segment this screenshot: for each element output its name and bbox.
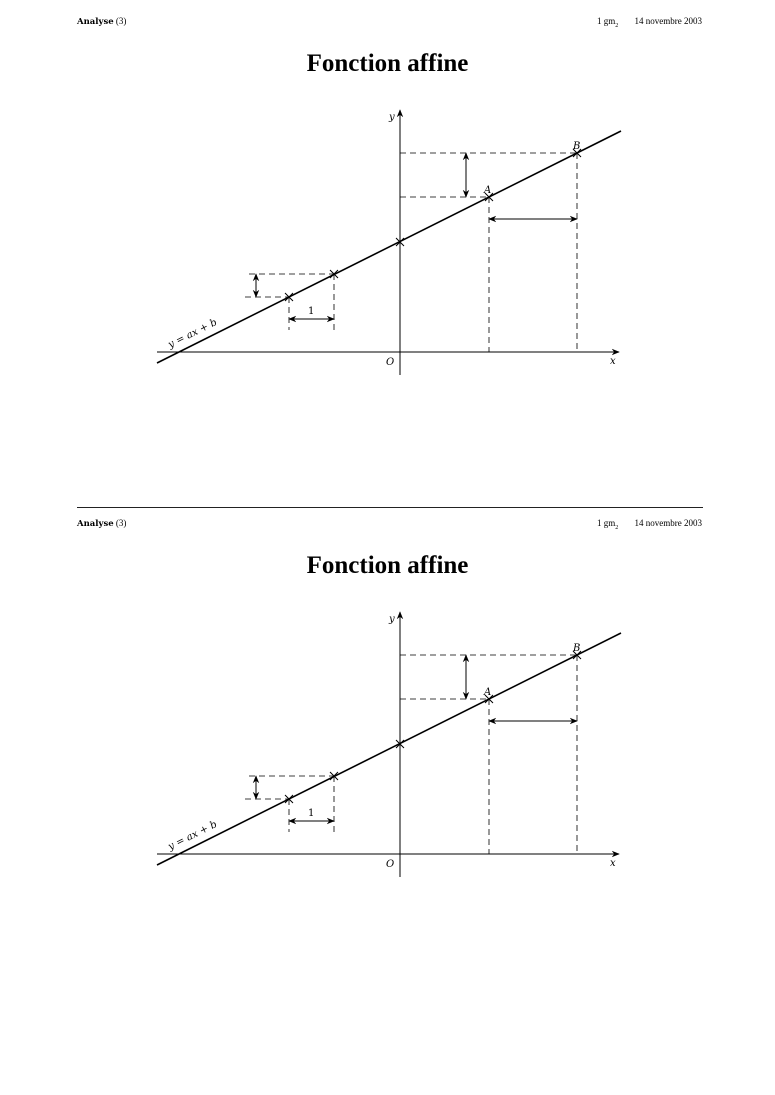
- origin-label: O: [386, 859, 395, 870]
- unit-label: 1: [308, 306, 315, 317]
- header-class-prefix: 1 gm: [596, 518, 616, 528]
- page-title: Fonction affine: [306, 50, 469, 77]
- unit-label: 1: [308, 808, 315, 819]
- affine-line: [157, 131, 621, 363]
- affine-function-figure: [0, 502, 775, 902]
- line-equation-label: y = ax + b: [166, 317, 219, 351]
- point-a-label: A: [484, 185, 492, 196]
- y-axis-label: y: [389, 112, 395, 123]
- y-axis-label: y: [389, 614, 395, 625]
- header-class-sub: 2: [615, 22, 619, 29]
- header-class-prefix: 1 gm: [596, 16, 616, 26]
- affine-line: [157, 633, 621, 865]
- affine-function-figure: [0, 0, 775, 400]
- header-sequence: (3): [115, 16, 127, 26]
- point-b-label: B: [573, 643, 581, 654]
- sheet-bottom: [0, 502, 775, 1095]
- header-class-sub: 2: [615, 524, 619, 531]
- page-title: Fonction affine: [306, 552, 469, 579]
- line-equation-label: y = ax + b: [166, 819, 219, 853]
- header-date: 14 novembre 2003: [634, 16, 702, 26]
- origin-label: O: [386, 357, 395, 368]
- x-axis-label: x: [610, 356, 616, 367]
- point-a-label: A: [484, 687, 492, 698]
- point-b-label: B: [573, 141, 581, 152]
- header-sequence: (3): [115, 518, 127, 528]
- header-subject: Analyse: [77, 519, 114, 529]
- x-axis-label: x: [610, 858, 616, 869]
- dashed-guides: [245, 655, 577, 854]
- header-subject: Analyse: [77, 17, 114, 27]
- sheet-top: [0, 0, 775, 505]
- dashed-guides: [245, 153, 577, 352]
- header-date: 14 novembre 2003: [634, 518, 702, 528]
